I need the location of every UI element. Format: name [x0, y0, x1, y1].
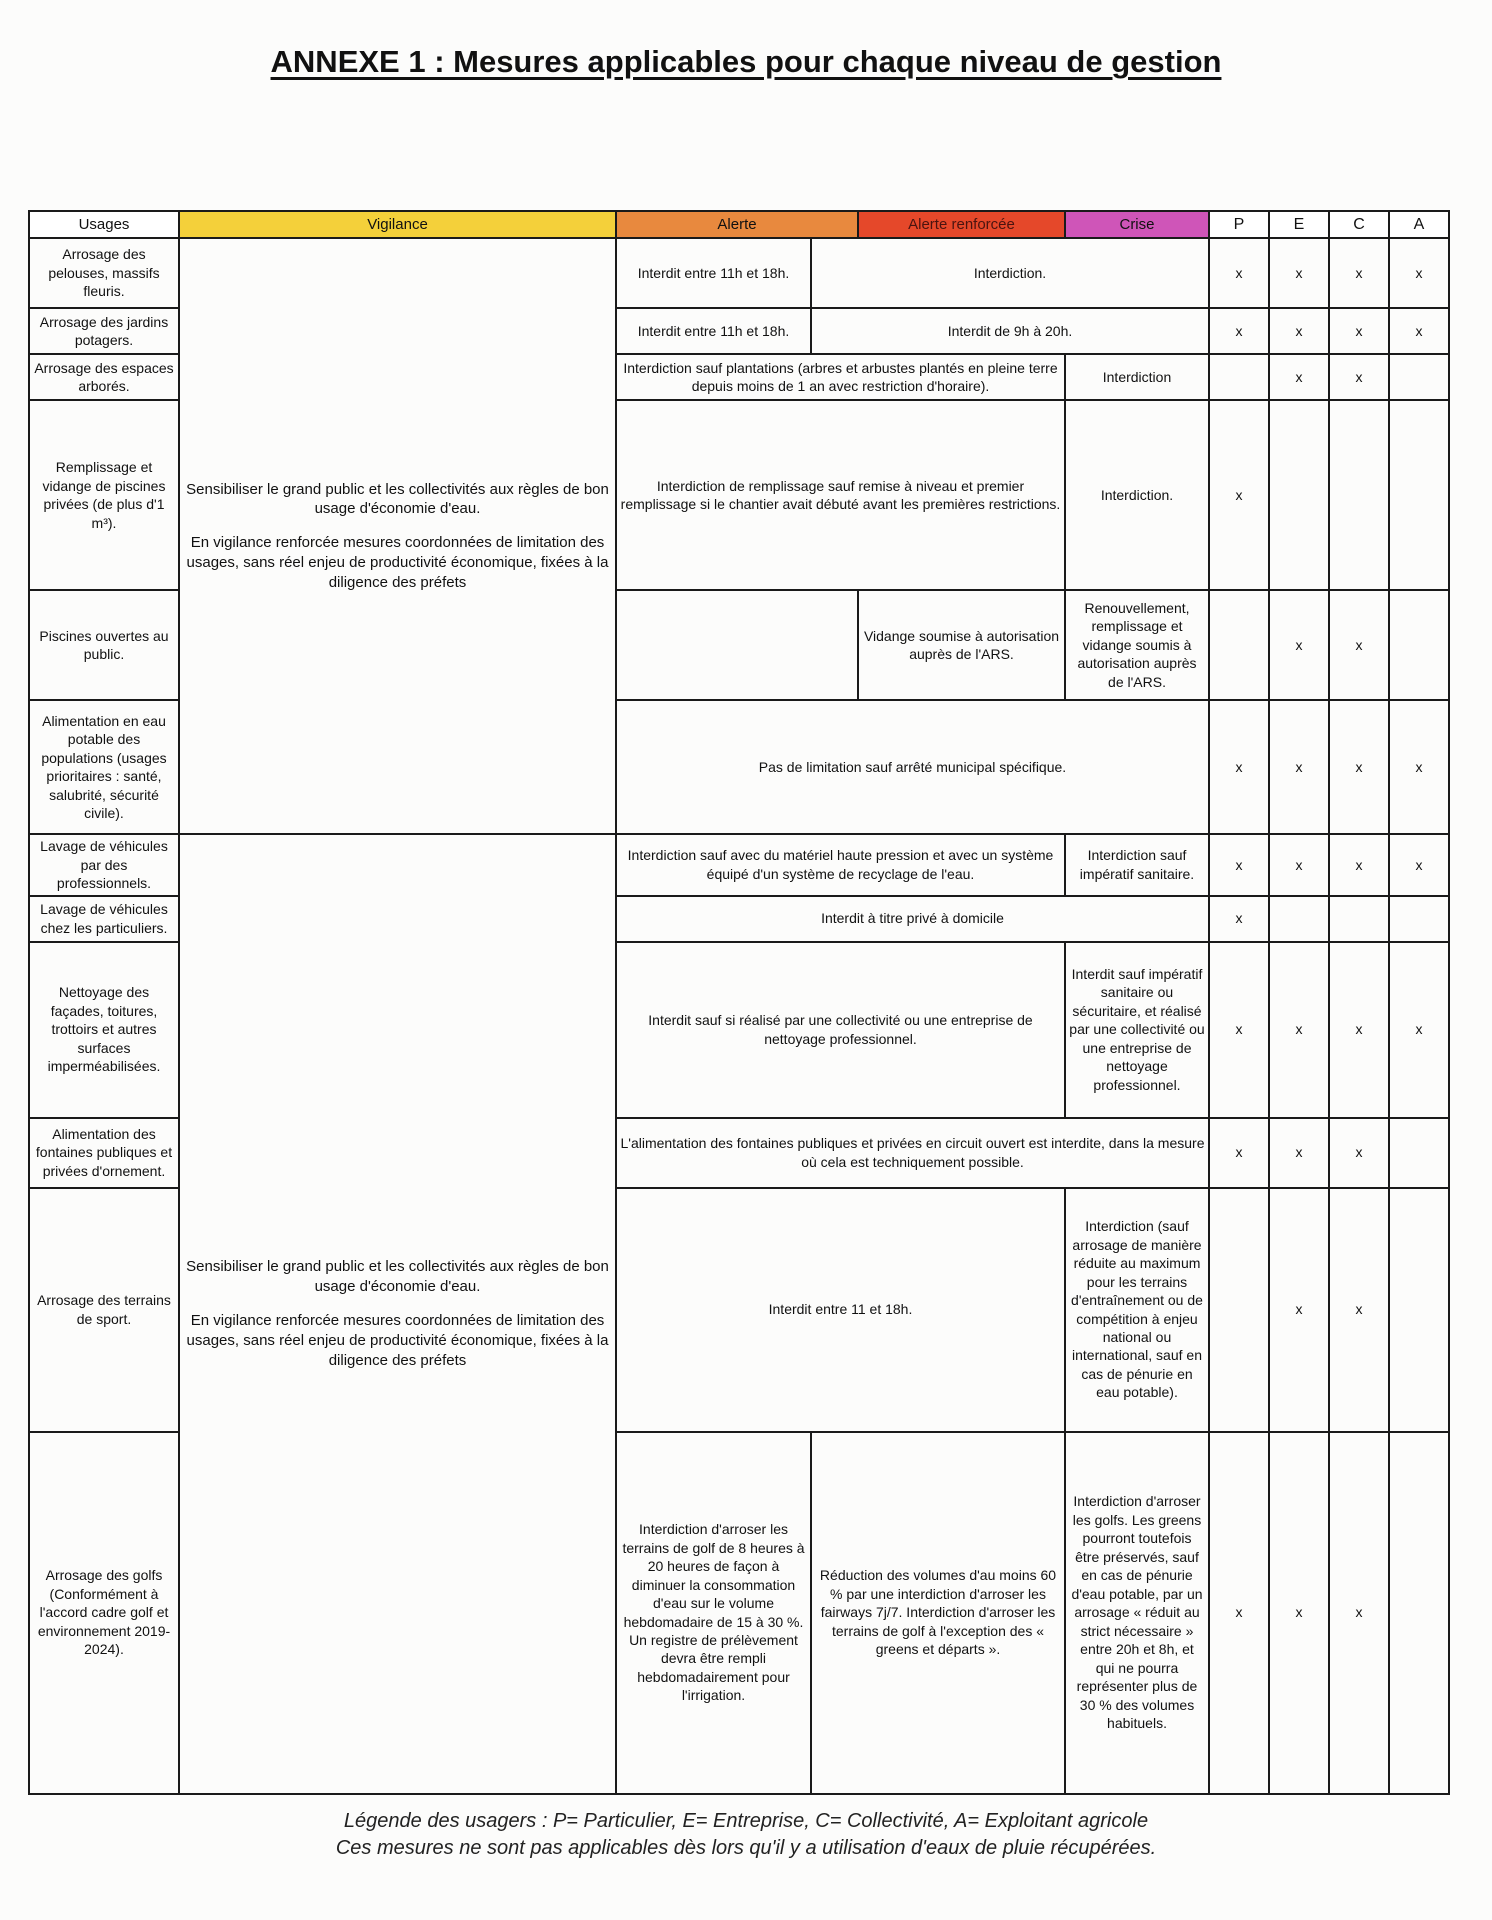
- vigilance-cell: [179, 834, 616, 1793]
- e-cell: x: [1269, 1188, 1329, 1432]
- a-cell: x: [1389, 942, 1449, 1118]
- usage-cell: Arrosage des pelouses, massifs fleuris.: [29, 238, 179, 308]
- vigilance-text-1: Sensibiliser le grand public et les collectivités aux règles de bon usage d'économie d'eau.: [186, 1258, 609, 1296]
- vigilance-text-2: En vigilance renforcée mesures coordonnées de limitation des usages, sans réel enjeu de productivité économique, fixées à la diligence des préfets: [186, 1311, 609, 1369]
- p-cell: x: [1209, 834, 1269, 895]
- e-cell: [1269, 400, 1329, 590]
- p-cell: [1209, 1188, 1269, 1432]
- alerte-cell: Interdiction d'arroser les terrains de golf de 8 heures à 20 heures de façon à diminuer la consommation d'eau sur le volume hebdomadaire de 15 à 30 %. Un registre de prélèvement devra être rempli hebdomadairement pour l'irrigation.: [616, 1432, 811, 1794]
- header-alerte: Alerte: [616, 211, 858, 238]
- a-cell: [1389, 590, 1449, 700]
- vigilance-text-1: Sensibiliser le grand public et les collectivités aux règles de bon usage d'économie d'eau.: [186, 480, 609, 518]
- e-cell: x: [1269, 590, 1329, 700]
- header-c: C: [1329, 211, 1389, 238]
- p-cell: x: [1209, 1432, 1269, 1794]
- p-cell: [1209, 590, 1269, 700]
- alerte-renforcee-cell: Interdiction sauf plantations (arbres et arbustes plantés en pleine terre depuis moins de 1 an avec restriction d'horaire).: [616, 354, 1065, 400]
- p-cell: [1209, 354, 1269, 400]
- alerte-cell: Interdit entre 11h et 18h.: [616, 238, 811, 308]
- note-text: Ces mesures ne sont pas applicables dès lors qu'il y a utilisation d'eaux de pluie récupérées.: [335, 1837, 1157, 1859]
- header-alerte-renforcee: Alerte renforcée: [858, 211, 1065, 238]
- crise-cell: Interdit sauf impératif sanitaire ou sécuritaire, et réalisé par une collectivité ou une entreprise de nettoyage professionnel.: [1065, 942, 1209, 1118]
- c-cell: [1329, 896, 1389, 942]
- a-cell: [1389, 400, 1449, 590]
- header-a: A: [1389, 211, 1449, 238]
- vigilance-cell: [179, 238, 616, 834]
- page-title: ANNEXE 1 : Mesures applicables pour chaque niveau de gestion: [270, 44, 1222, 79]
- all-levels-cell: L'alimentation des fontaines publiques et privées en circuit ouvert est interdite, dans la mesure où cela est techniquement possible.: [616, 1118, 1209, 1188]
- e-cell: x: [1269, 354, 1329, 400]
- p-cell: x: [1209, 308, 1269, 354]
- table-row: [29, 238, 1449, 308]
- p-cell: x: [1209, 1118, 1269, 1188]
- crise-cell: Renouvellement, remplissage et vidange soumis à autorisation auprès de l'ARS.: [1065, 590, 1209, 700]
- a-cell: x: [1389, 238, 1449, 308]
- crise-cell: Interdiction.: [1065, 400, 1209, 590]
- usage-cell: Lavage de véhicules chez les particuliers.: [29, 896, 179, 942]
- c-cell: x: [1329, 700, 1389, 834]
- alerte-cell: Interdit entre 11h et 18h.: [616, 308, 811, 354]
- usage-cell: Piscines ouvertes au public.: [29, 590, 179, 700]
- c-cell: x: [1329, 238, 1389, 308]
- c-cell: x: [1329, 590, 1389, 700]
- usage-cell: Arrosage des golfs (Conformément à l'accord cadre golf et environnement 2019-2024).: [29, 1432, 179, 1794]
- e-cell: x: [1269, 1118, 1329, 1188]
- alerte-renforcee-cell: Interdiction de remplissage sauf remise à niveau et premier remplissage si le chantier avait débuté avant les premières restrictions.: [616, 400, 1065, 590]
- vigilance-text-2: En vigilance renforcée mesures coordonnées de limitation des usages, sans réel enjeu de productivité économique, fixées à la diligence des préfets: [186, 534, 609, 591]
- crise-cell: Interdiction: [1065, 354, 1209, 400]
- c-cell: x: [1329, 834, 1389, 895]
- crise-cell: Interdiction sauf impératif sanitaire.: [1065, 834, 1209, 895]
- e-cell: [1269, 896, 1329, 942]
- a-cell: x: [1389, 700, 1449, 834]
- usage-cell: Arrosage des terrains de sport.: [29, 1188, 179, 1432]
- c-cell: x: [1329, 308, 1389, 354]
- legend-text: Légende des usagers : P= Particulier, E= Entreprise, C= Collectivité, A= Exploitant agricole: [343, 1810, 1149, 1832]
- e-cell: x: [1269, 942, 1329, 1118]
- p-cell: x: [1209, 700, 1269, 834]
- renforcee-cell: Réduction des volumes d'au moins 60 % par une interdiction d'arroser les fairways 7j/7. Interdiction d'arroser les terrains de golf à l'exception des « greens et départs ».: [811, 1432, 1065, 1794]
- a-cell: [1389, 1188, 1449, 1432]
- a-cell: [1389, 354, 1449, 400]
- alerte-renforcee-cell: Interdit entre 11 et 18h.: [616, 1188, 1065, 1432]
- crise-cell: Interdiction (sauf arrosage de manière réduite au maximum pour les terrains d'entraînement ou de compétition à enjeu national ou international, sauf en cas de pénurie en eau potable).: [1065, 1188, 1209, 1432]
- alerte-renforcee-cell: Interdit sauf si réalisé par une collectivité ou une entreprise de nettoyage professionnel.: [616, 942, 1065, 1118]
- e-cell: x: [1269, 238, 1329, 308]
- header-vigilance: Vigilance: [179, 211, 616, 238]
- header-e: E: [1269, 211, 1329, 238]
- a-cell: x: [1389, 834, 1449, 895]
- all-levels-cell: Interdit à titre privé à domicile: [616, 896, 1209, 942]
- usage-cell: Remplissage et vidange de piscines privées (de plus d'1 m³).: [29, 400, 179, 590]
- crise-cell: Interdiction d'arroser les golfs. Les greens pourront toutefois être préservés, sauf en cas de pénurie d'eau potable, par un arrosage « réduit au strict nécessaire » entre 20h et 8h, et qui ne pourra représenter plus de 30 % des volumes habituels.: [1065, 1432, 1209, 1794]
- usage-cell: Arrosage des jardins potagers.: [29, 308, 179, 354]
- footer: [0, 1808, 1492, 1862]
- header-crise: Crise: [1065, 211, 1209, 238]
- renforcee-crise-cell: Interdit de 9h à 20h.: [811, 308, 1209, 354]
- table-row: [29, 834, 1449, 895]
- c-cell: x: [1329, 942, 1389, 1118]
- p-cell: x: [1209, 238, 1269, 308]
- alerte-renforcee-cell: Interdiction sauf avec du matériel haute pression et avec un système équipé d'un système de recyclage de l'eau.: [616, 834, 1065, 895]
- alerte-cell: [616, 590, 858, 700]
- p-cell: x: [1209, 896, 1269, 942]
- a-cell: x: [1389, 308, 1449, 354]
- usage-cell: Lavage de véhicules par des professionnels.: [29, 834, 179, 895]
- e-cell: x: [1269, 1432, 1329, 1794]
- header-p: P: [1209, 211, 1269, 238]
- usage-cell: Nettoyage des façades, toitures, trottoirs et autres surfaces imperméabilisées.: [29, 942, 179, 1118]
- usage-cell: Arrosage des espaces arborés.: [29, 354, 179, 400]
- usage-cell: Alimentation en eau potable des populations (usages prioritaires : santé, salubrité, sécurité civile).: [29, 700, 179, 834]
- a-cell: [1389, 896, 1449, 942]
- measures-table: [28, 210, 1450, 1795]
- header-usages: Usages: [29, 211, 179, 238]
- e-cell: x: [1269, 700, 1329, 834]
- a-cell: [1389, 1432, 1449, 1794]
- renforcee-crise-cell: Interdiction.: [811, 238, 1209, 308]
- all-levels-cell: Pas de limitation sauf arrêté municipal spécifique.: [616, 700, 1209, 834]
- header-row: [29, 211, 1449, 238]
- renforcee-cell: Vidange soumise à autorisation auprès de l'ARS.: [858, 590, 1065, 700]
- usage-cell: Alimentation des fontaines publiques et privées d'ornement.: [29, 1118, 179, 1188]
- c-cell: x: [1329, 1118, 1389, 1188]
- e-cell: x: [1269, 834, 1329, 895]
- a-cell: [1389, 1118, 1449, 1188]
- c-cell: x: [1329, 1188, 1389, 1432]
- measures-table-container: [28, 210, 1450, 1795]
- p-cell: x: [1209, 400, 1269, 590]
- c-cell: x: [1329, 1432, 1389, 1794]
- c-cell: [1329, 400, 1389, 590]
- c-cell: x: [1329, 354, 1389, 400]
- e-cell: x: [1269, 308, 1329, 354]
- p-cell: x: [1209, 942, 1269, 1118]
